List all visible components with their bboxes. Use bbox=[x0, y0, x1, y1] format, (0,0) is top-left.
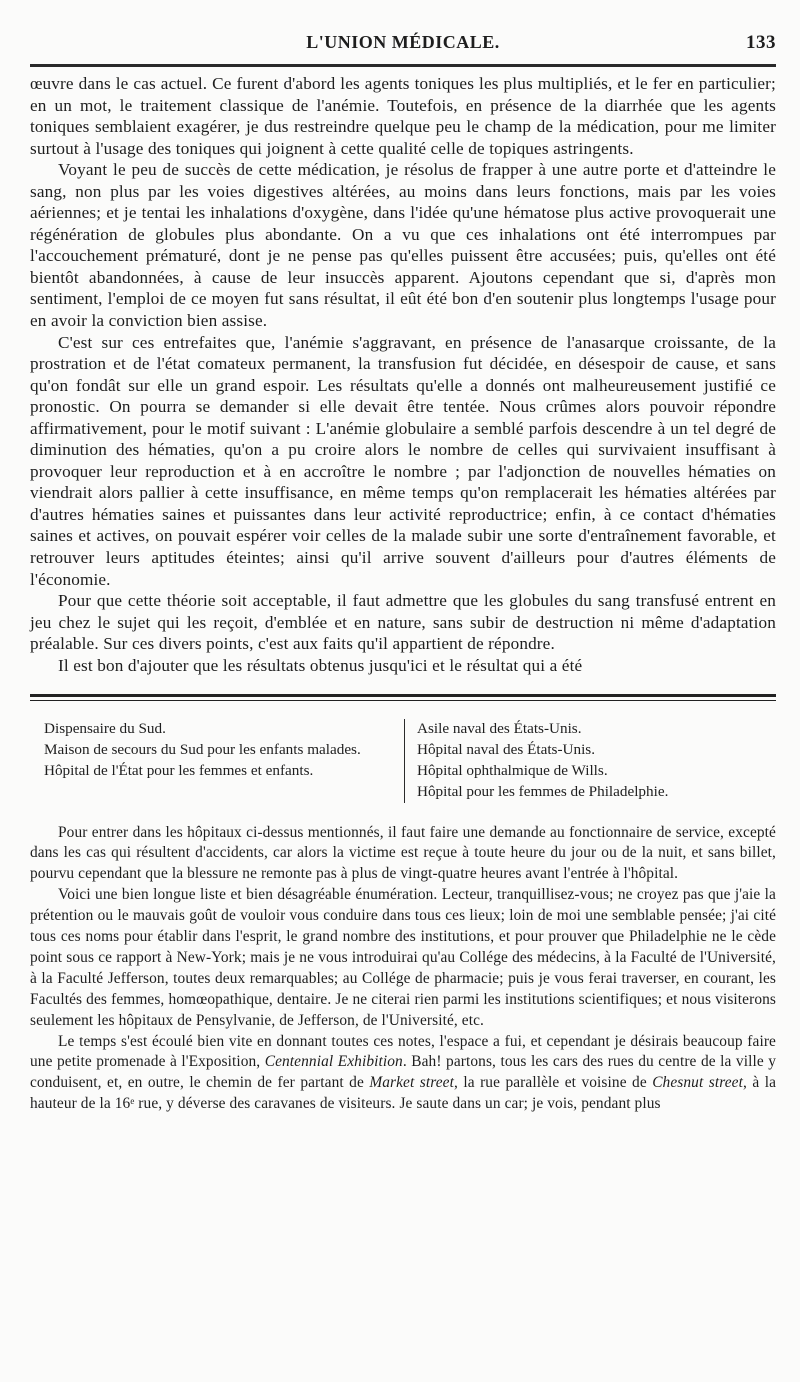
paragraph: C'est sur ces entrefaites que, l'anémie s'aggravant, en présence de l'anasarque croissante, de la prostration et de l'état comateux permanent, la transfusion fut décidée, en désespoir de cause, et sans qu'on fondât sur elle un grand espoir. Les résultats qu'elle a donnés ont malheureusement justifié ce pronostic. On pourra se demander si elle devait être tentée. Nous crûmes alors pouvoir répondre affirmativement, pour le motif suivant : L'anémie globulaire a semblé parfois descendre à un tel degré de diminution des hématies, qu'on a pu croire alors le nombre de celles qui survivaient insuffisant à provoquer leur reproduction et à en accroître le nombre ; par l'adjonction de nouvelles hématies on viendrait alors pallier à cette insuffisance, en même temps qu'on remplacerait les hématies altérées par d'autres hématies saines et puissantes dans leur activité reproductrice; enfin, à ce contact d'hématies saines et actives, on pouvait espérer voir celles de la malade subir une sorte d'entraînement favorable, et retrouver leurs aptitudes éteintes; ainsi qu'il arrive souvent d'ailleurs pour d'autres éléments de l'économie. bbox=[30, 332, 776, 589]
italic-term: Chesnut street bbox=[652, 1074, 743, 1092]
paragraph: Pour entrer dans les hôpitaux ci-dessus mentionnés, il faut faire une demande au fonctionnaire de service, excepté dans les cas qui résultent d'accidents, car alors la victime est reçue à toute heure du jour ou de la nuit, et sans billet, pourvu cependant que la blessure ne remonte pas à plus de vingt-quatre heures avant l'entrée à l'hôpital. bbox=[30, 823, 776, 883]
italic-term: Market street bbox=[369, 1074, 454, 1092]
running-header bbox=[30, 26, 776, 56]
paragraph: Il est bon d'ajouter que les résultats obtenus jusqu'ici et le résultat qui a été bbox=[58, 655, 583, 675]
hospital-list-left bbox=[30, 719, 405, 802]
paragraph: Voyant le peu de succès de cette médication, je résolus de frapper à une autre porte et d'atteindre le sang, non plus par les voies digestives altérées, au moins dans leurs fonctions, mais par les voies aériennes; et je tentai les inhalations d'oxygène, dans l'idée qu'une hématose plus active provoquerait une régénération de globules plus abondante. On a vu que ces inhalations ont été interrompues par l'accouchement prématuré, dont je ne pense pas qu'elles puissent être accusées; puis, qu'elles ont été bientôt abandonnées, à cause de leur insuccès apparent. Ajoutons cependant que si, d'après mon sentiment, l'emploi de ce moyen fut sans résultat, il eût été bon d'en soutenir plus longtemps l'usage pour en avoir la conviction bien assise. bbox=[30, 160, 776, 331]
list-item: Dispensaire du Sud. bbox=[44, 720, 166, 738]
main-article bbox=[30, 73, 776, 676]
paragraph: œuvre dans le cas actuel. Ce furent d'abord les agents toniques les plus multipliés, et le fer en particulier; en un mot, le traitement classique de l'anémie. Toutefois, en présence de la diarrhée que les agents toniques semblaient exagérer, je dus restreindre quelque peu le champ de la médication, pour me limiter surtout à l'usage des toniques qui joignent à cette qualité celle de topiques astringents. bbox=[30, 74, 776, 158]
italic-term: Centennial Exhibition bbox=[264, 1053, 403, 1071]
list-item: Asile naval des États-Unis. bbox=[417, 720, 582, 738]
list-item: Hôpital de l'État pour les femmes et enfants. bbox=[44, 761, 314, 779]
journal-title: L'UNION MÉDICALE. bbox=[306, 32, 500, 52]
paragraph: Voici une bien longue liste et bien désagréable énumération. Lecteur, tranquillisez-vous; ne croyez pas que j'aie la prétention ou le mauvais goût de vouloir vous conduire dans tous ces lieux; loin de moi une semblable pensée; j'ai cité tous ces noms pour établir dans l'esprit, le grand nombre des institutions, et pour prouver que Philadelphie ne le cède point sous ce rapport à New-York; mais je ne vous introduirai qu'au Collége des médecins, à la Faculté de l'Université, à la Faculté Jefferson, toutes deux remarquables; au Collége de pharmacie; puis je vous ferai traverser, en courant, les Facultés des femmes, homœopathique, dentaire. Je ne citerai rien parmi les institutions scientifiques; et nous visiterons seulement les hôpitaux de Pensylvanie, de Jefferson, de l'Université, etc. bbox=[30, 886, 776, 1029]
paragraph: Pour que cette théorie soit acceptable, il faut admettre que les globules du sang transfusé entrent en jeu chez le sujet qui les reçoit, d'emblée et en nature, sans subir de destruction ni même d'adaptation préalable. Sur ces divers points, c'est aux faits qu'il appartient de répondre. bbox=[30, 591, 776, 654]
paragraph bbox=[30, 1032, 776, 1116]
text-run: , à la hauteur de la 16ᵉ rue, y déverse des caravanes de visiteurs. Je saute dans un car; je vois, pendant plus bbox=[30, 1074, 777, 1113]
header-rule bbox=[30, 64, 776, 67]
hospital-list-right bbox=[405, 719, 776, 802]
journal-page bbox=[30, 26, 776, 1115]
text-run: Le temps s'est écoulé bien vite en donnant toutes ces notes, l'espace a fui, et cependant je désirais beaucoup faire une petite promenade à l'Exposition, bbox=[30, 1032, 776, 1071]
feuilleton-divider bbox=[30, 694, 776, 701]
list-item: Maison de secours du Sud pour les enfants malades. bbox=[44, 741, 361, 759]
list-item: Hôpital pour les femmes de Philadelphie. bbox=[417, 782, 669, 800]
feuilleton-text bbox=[30, 823, 776, 1116]
page-number: 133 bbox=[746, 32, 776, 53]
text-run: , la rue parallèle et voisine de bbox=[454, 1074, 653, 1092]
hospital-list bbox=[30, 719, 776, 802]
list-item: Hôpital naval des États-Unis. bbox=[417, 741, 595, 759]
list-item: Hôpital ophthalmique de Wills. bbox=[417, 761, 608, 779]
text-run: . Bah! partons, tous les cars des rues du centre de la ville y conduisent, et, en outre, le chemin de fer partant de bbox=[30, 1053, 777, 1092]
